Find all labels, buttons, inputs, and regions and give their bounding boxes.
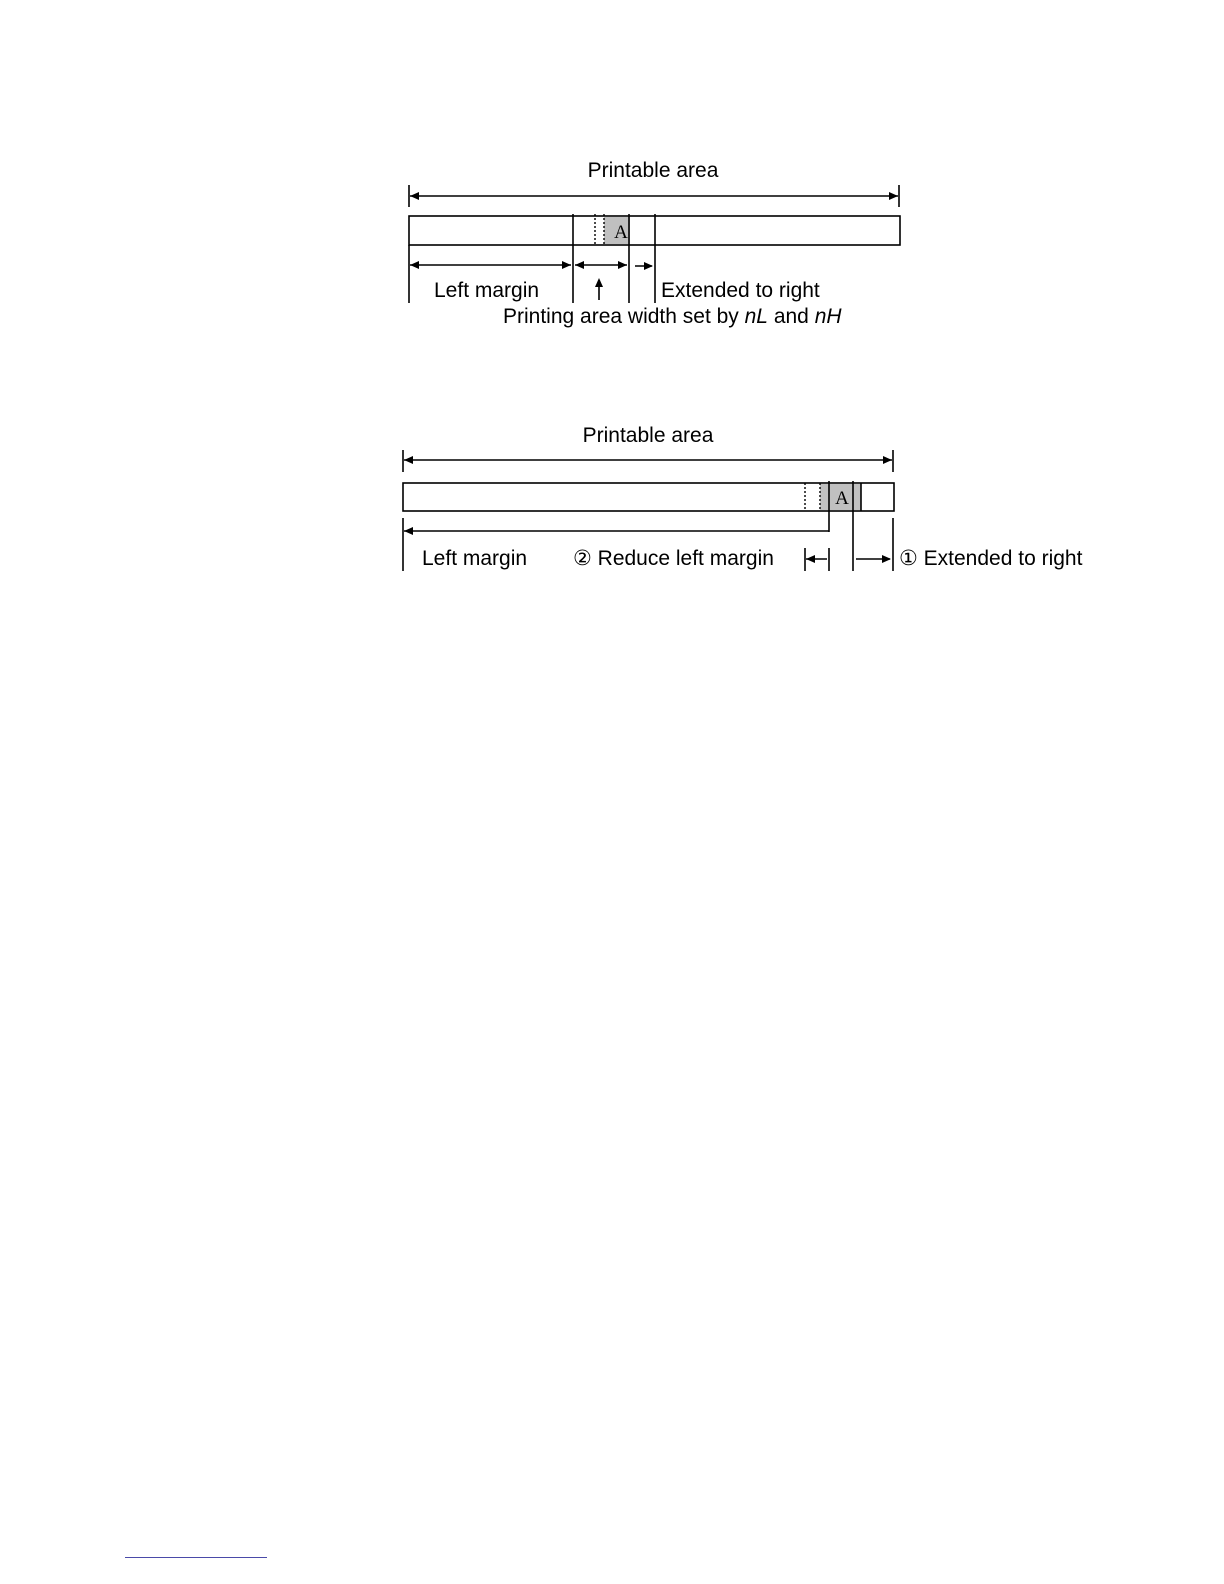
printing-width-caption (503, 305, 842, 328)
reduce-left-margin-label: ② Reduce left margin (573, 547, 774, 570)
caption-nl: nL (744, 305, 768, 328)
arrow-right-icon (562, 261, 571, 269)
arrow-left-icon (806, 555, 815, 563)
diagram-2 (403, 424, 1083, 571)
arrow-left-icon (410, 192, 419, 200)
arrow-left-icon (575, 261, 584, 269)
arrow-right-icon (882, 555, 891, 563)
arrow-right-icon (883, 456, 892, 464)
arrow-left-icon (404, 527, 413, 535)
caption-prefix: Printing area width set by (503, 305, 745, 328)
printable-area-title: Printable area (587, 159, 719, 182)
character-a: A (835, 488, 849, 509)
extended-to-right-label: Extended to right (661, 279, 820, 302)
extended-to-right-label: ① Extended to right (899, 547, 1083, 570)
arrow-right-icon (644, 262, 653, 270)
printable-area-title: Printable area (582, 424, 714, 447)
footnote-separator (125, 1557, 267, 1558)
arrow-right-icon (618, 261, 627, 269)
left-margin-label: Left margin (434, 279, 540, 302)
arrow-up-icon (595, 278, 603, 287)
left-margin-label: Left margin (422, 547, 528, 570)
character-a: A (614, 222, 628, 243)
caption-and: and (767, 305, 815, 328)
diagram-1 (409, 159, 900, 328)
arrow-left-icon (404, 456, 413, 464)
arrow-right-icon (889, 192, 898, 200)
caption-nh: nH (814, 305, 842, 328)
arrow-left-icon (410, 261, 419, 269)
